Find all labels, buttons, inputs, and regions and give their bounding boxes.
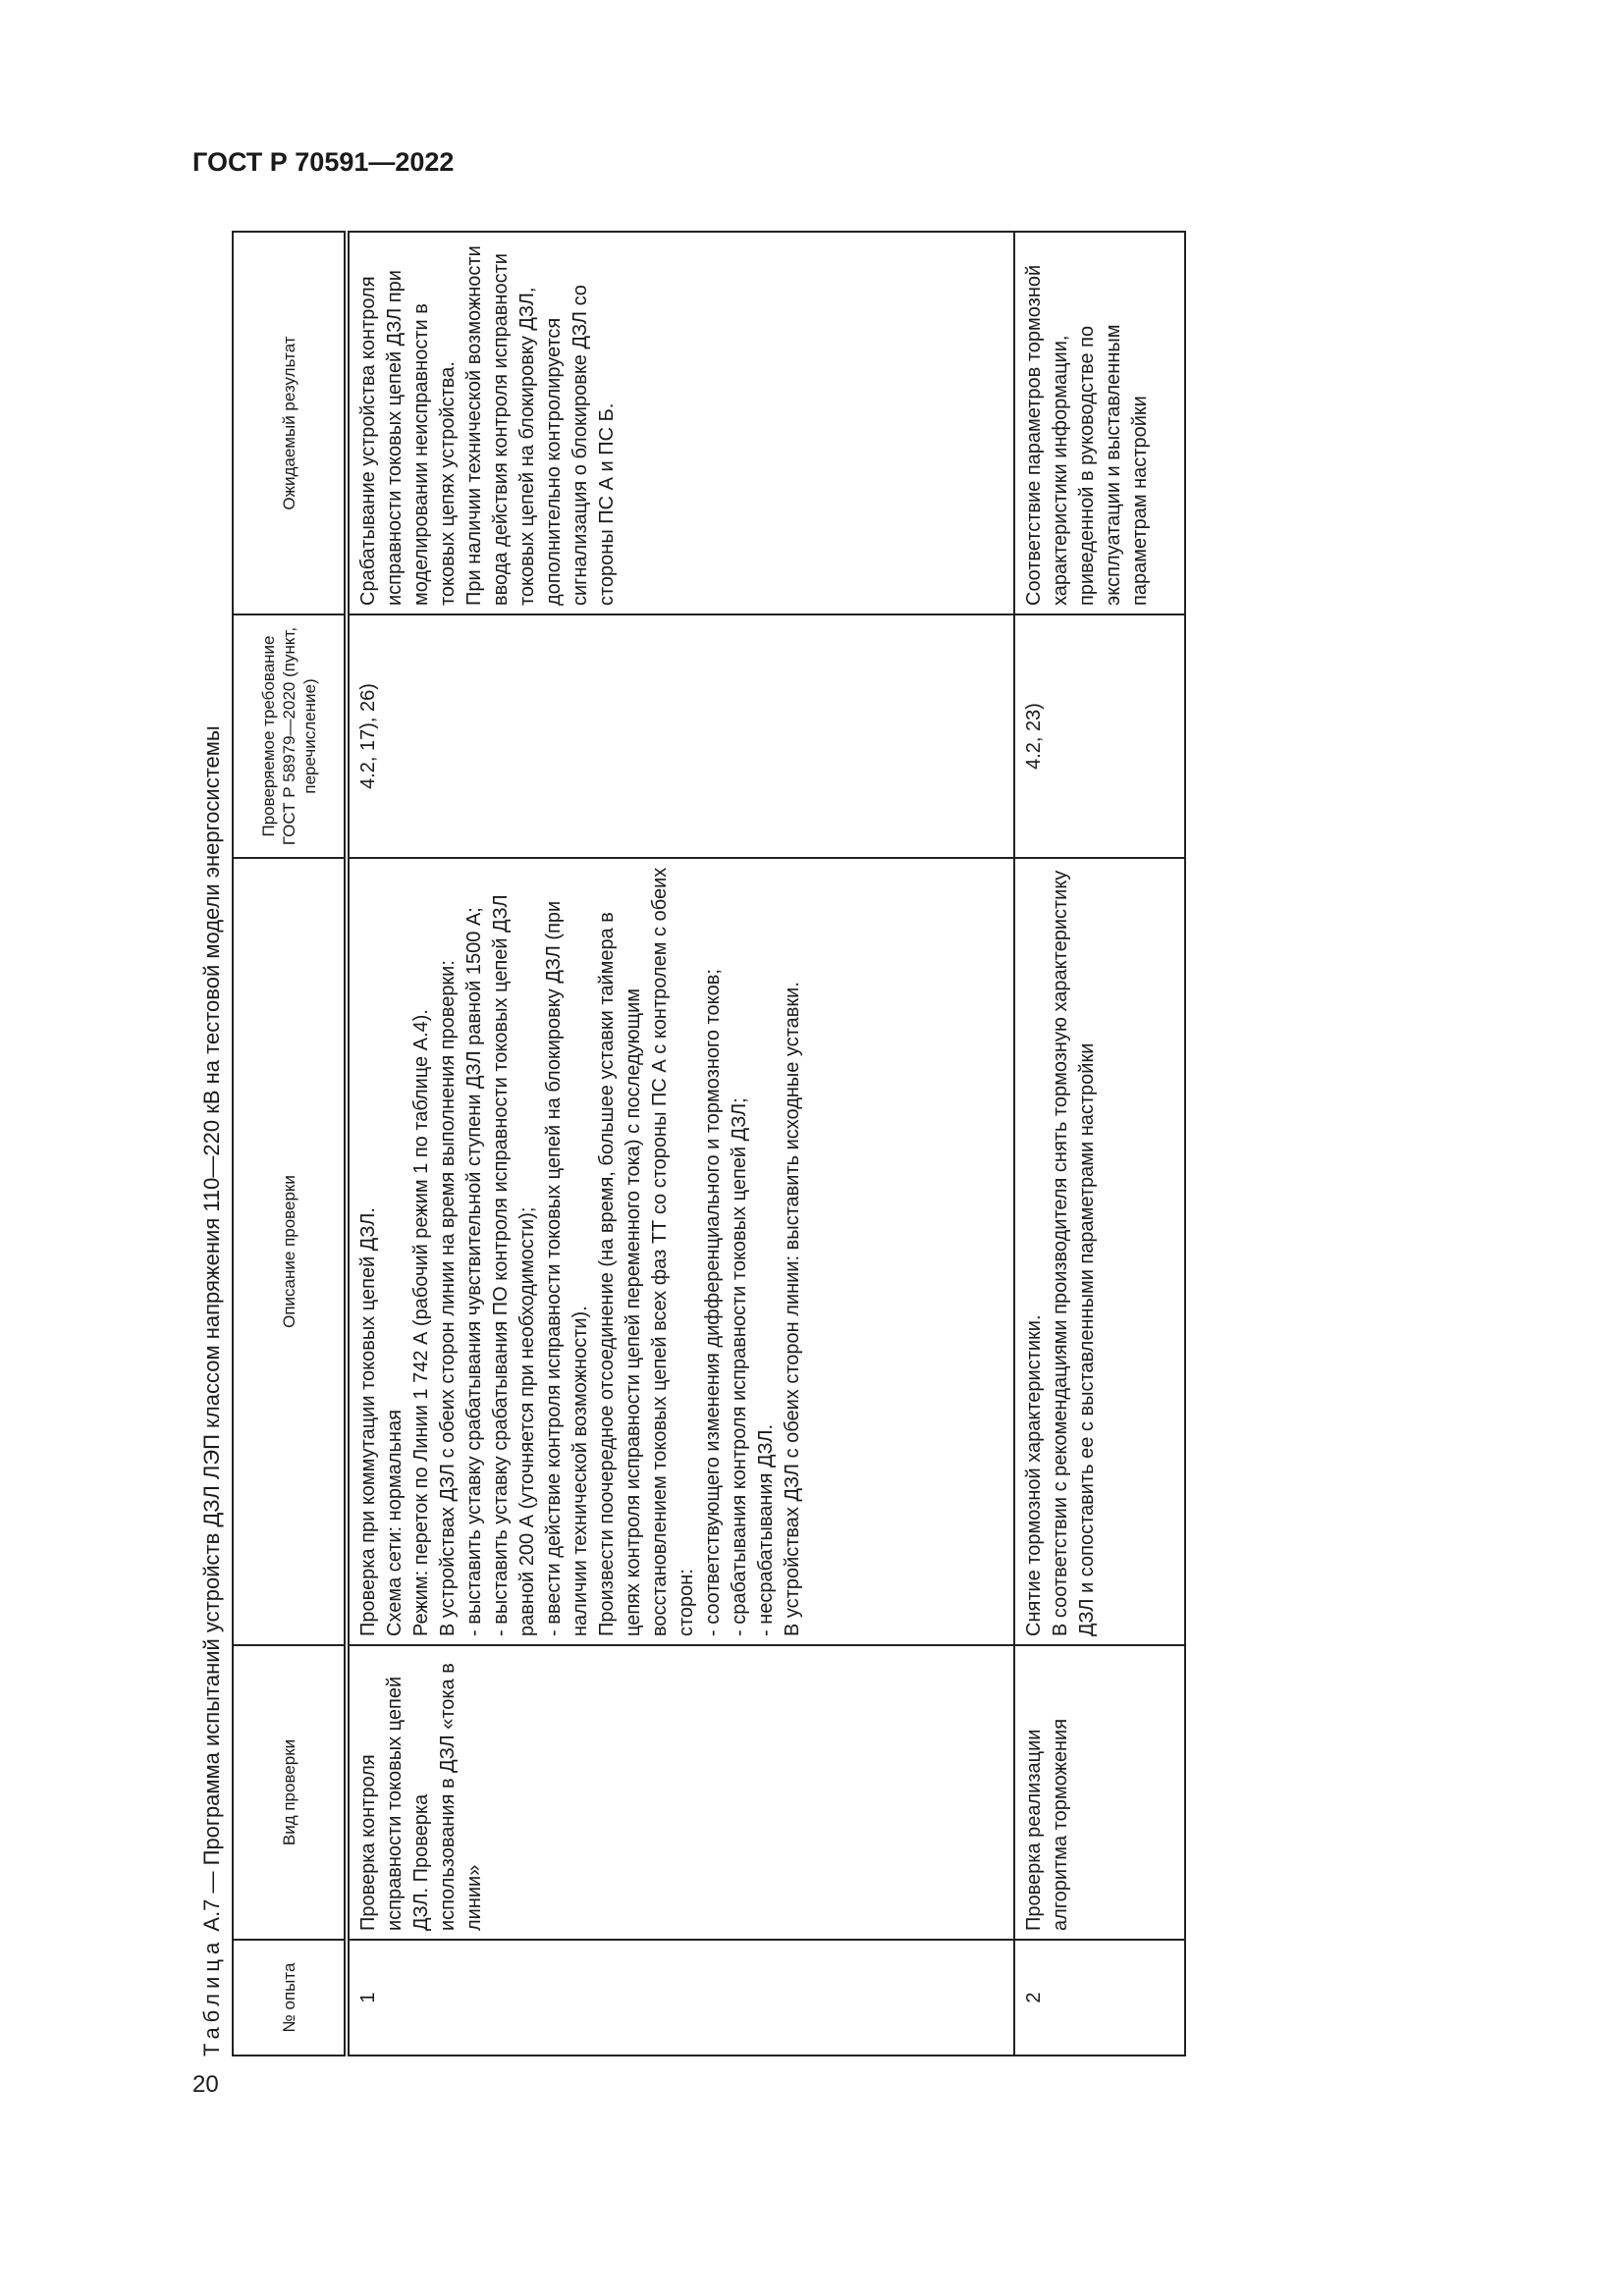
row-number: 1 (347, 1940, 1014, 2056)
description-line: В соответствии с рекомендациями производителя снять тормозную характеристику ДЗЛ и сопоставить ее с выставленными параметрами настройки (1050, 870, 1098, 1636)
description-line: - выставить уставку срабатывания ПО контроля исправности токовых цепей ДЗЛ равной 200 А (уточняется при необходимости); (490, 894, 538, 1636)
document-code: ГОСТ Р 70591—2022 (192, 147, 455, 177)
table-row (347, 232, 1014, 2056)
description-line: - несрабатывания ДЗЛ. (755, 1423, 777, 1636)
table-caption-prefix: Таблица (199, 1937, 224, 2056)
requirement-cell: 4.2, 17), 26) (347, 614, 1014, 858)
table-caption-text: А.7 — Программа испытаний устройств ДЗЛ ЛЭП классом напряжения 110—220 кВ на тестовой модели энергосистемы (199, 725, 224, 1932)
description-line: - ввести действие контроля исправности токовых цепей на блокировку ДЗЛ (при наличии технической возможности). (543, 900, 591, 1636)
expected-result-cell (347, 232, 1014, 614)
rotated-table-block (192, 231, 1174, 2056)
expected-line: Соответствие параметров тормозной характеристики информации, приведенной в руководстве по эксплуатации и выставленным параметрам настройки (1023, 264, 1151, 606)
description-line: - соответствующего изменения дифференциального и тормозного токов; (702, 969, 724, 1636)
description-cell (1014, 858, 1185, 1645)
description-line: Произвести поочередное отсоединение (на время, большее уставки таймера в цепях контроля исправности цепей переменного тока) с последующим восстановлением токовых цепей всех фаз ТТ со стороны ПС А с контролем с обеих сторон: (596, 867, 697, 1636)
table-header-row (233, 232, 347, 2056)
row-number: 2 (1014, 1940, 1185, 2056)
description-line: Схема сети: нормальная (384, 1410, 406, 1636)
expected-line: При наличии технической возможности ввода действия контроля исправности токовых цепей на блокировку ДЗЛ, дополнительно контролируется сигнализация о блокировке ДЗЛ со стороны ПС А и ПС Б. (463, 245, 618, 606)
col-header-check-type: Вид проверки (233, 1645, 347, 1940)
expected-result-cell (1014, 232, 1185, 614)
table-caption (192, 725, 232, 2056)
description-line: Проверка при коммутации токовых цепей ДЗЛ. (357, 1207, 379, 1636)
col-header-expected: Ожидаемый результат (233, 232, 347, 614)
description-line: В устройствах ДЗЛ с обеих сторон линии на время выполнения проверки: (437, 960, 459, 1636)
requirement-cell: 4.2, 23) (1014, 614, 1185, 858)
description-line: - срабатывания контроля исправности токовых цепей ДЗЛ; (729, 1097, 750, 1636)
description-cell (347, 858, 1014, 1645)
description-line: В устройствах ДЗЛ с обеих сторон линии: выставить исходные уставки. (782, 982, 803, 1636)
check-type-cell: Проверка реализации алгоритма торможения (1014, 1645, 1185, 1940)
page-number: 20 (192, 2071, 219, 2098)
description-line: Снятие тормозной характеристики. (1023, 1314, 1045, 1636)
description-line: - выставить уставку срабатывания чувствительной ступени ДЗЛ равной 1500 А; (463, 907, 485, 1636)
col-header-description: Описание проверки (233, 858, 347, 1645)
col-header-requirement: Проверяемое требование ГОСТ Р 58979—2020 (пункт, перечисление) (233, 614, 347, 858)
check-type-cell: Проверка контроля исправности токовых цепей ДЗЛ. Проверка использования в ДЗЛ «тока в линии» (347, 1645, 1014, 1940)
col-header-number: № опыта (233, 1940, 347, 2056)
description-line: Режим: переток по Линии 1 742 А (рабочий режим 1 по таблице А.4). (410, 1009, 432, 1636)
expected-line: Срабатывание устройства контроля исправности токовых цепей ДЗЛ при моделировании неисправности в токовых цепях устройства. (357, 270, 459, 606)
test-program-table (232, 231, 1186, 2056)
table-row (1014, 232, 1185, 2056)
